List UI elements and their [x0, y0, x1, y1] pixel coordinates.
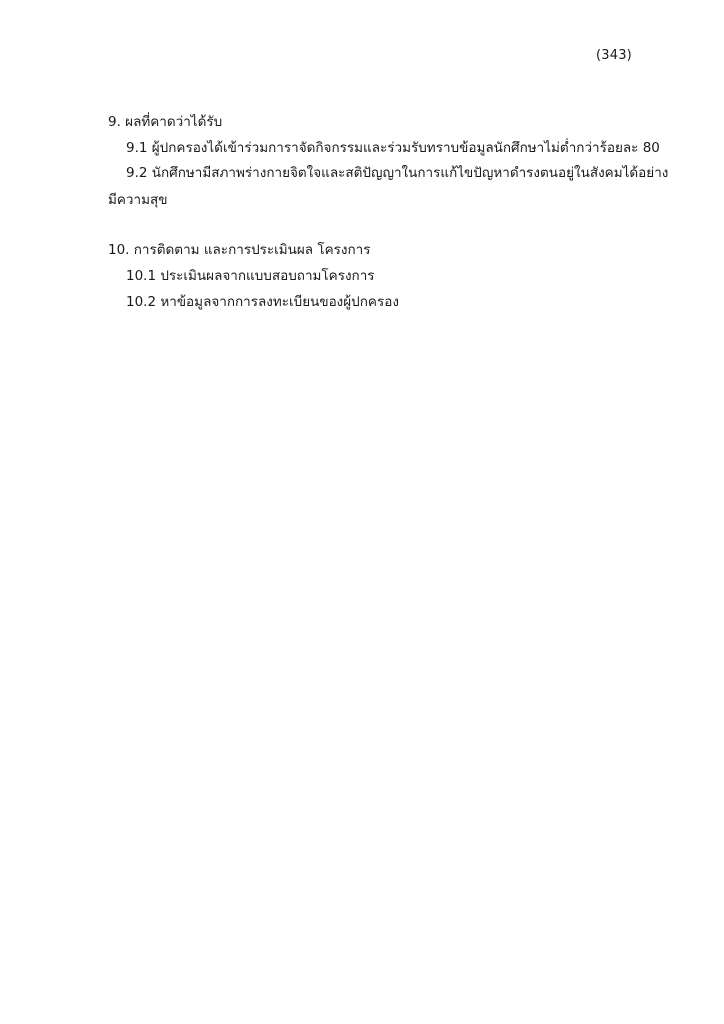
section-9-item-2-continuation: มีความสุข: [108, 192, 168, 208]
section-10-heading: 10. การติดตาม และการประเมินผล โครงการ: [108, 242, 371, 258]
page-number: (343): [596, 48, 632, 63]
section-10-item-1: 10.1 ประเมินผลจากแบบสอบถามโครงการ: [126, 268, 375, 284]
section-9-heading: 9. ผลที่คาดว่าได้รับ: [108, 114, 223, 130]
section-9-item-1: 9.1 ผู้ปกครองได้เข้าร่วมการาจัดกิจกรรมและร่วมรับทราบข้อมูลนักศึกษาไม่ต่ำกว่าร้อยละ 80: [126, 140, 660, 156]
section-9-item-2: 9.2 นักศึกษามีสภาพร่างกายจิตใจและสติปัญญาในการแก้ไขปัญหาดำรงตนอยู่ในสังคมได้อย่าง: [126, 165, 669, 181]
section-10-item-2: 10.2 หาข้อมูลจากการลงทะเบียนของผู้ปกครอง: [126, 294, 399, 310]
